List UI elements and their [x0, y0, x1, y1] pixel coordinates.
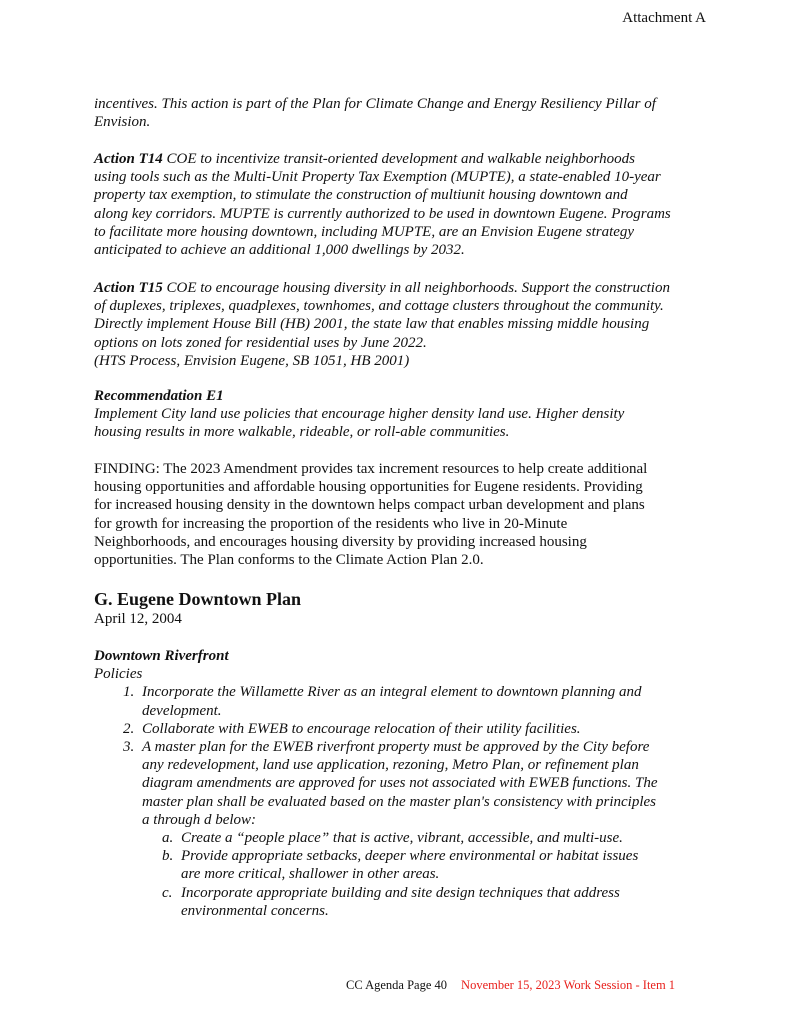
text-line: Incorporate appropriate building and site design techniques that address [181, 884, 620, 901]
page-footer [346, 978, 675, 993]
text-line: master plan shall be evaluated based on the master plan's consistency with principles [142, 793, 656, 810]
text-line: options on lots zoned for residential uses by June 2022. [94, 334, 427, 351]
action-t14 [94, 150, 671, 259]
text-line: anticipated to achieve an additional 1,000 dwellings by 2032. [94, 242, 465, 259]
text-line: housing opportunities and affordable housing opportunities for Eugene residents. Providing [94, 479, 643, 496]
text-line: property tax exemption, to stimulate the construction of multiunit housing downtown and [94, 187, 628, 204]
text-line: to facilitate more housing downtown, including MUPTE, are an Envision Eugene strategy [94, 223, 635, 240]
text-line: using tools such as the Multi-Unit Property Tax Exemption (MUPTE), a state-enabled 10-year [94, 169, 661, 186]
text-line: FINDING: The 2023 Amendment provides tax increment resources to help create additional [94, 461, 648, 477]
text-line: Envision. [94, 114, 151, 131]
recommendation-label: Recommendation E1 [94, 388, 224, 404]
policy-item [94, 720, 658, 738]
text-line: of duplexes, triplexes, quadplexes, townhomes, and cottage clusters throughout the community. [94, 298, 664, 315]
subsection-title: Downtown Riverfront [94, 648, 229, 664]
action-t15 [94, 279, 670, 370]
principle-item [94, 847, 658, 883]
text-line: (HTS Process, Envision Eugene, SB 1051, HB 2001) [94, 352, 410, 369]
text-line: Neighborhoods, and encourages housing diversity by providing increased housing [94, 533, 587, 550]
section-heading: G. Eugene Downtown Plan [94, 589, 302, 609]
text-line: along key corridors. MUPTE is currently authorized to be used in downtown Eugene. Programs [94, 205, 671, 222]
text-line: Create a “people place” that is active, vibrant, accessible, and multi-use. [181, 830, 623, 847]
policy-item [94, 683, 658, 719]
text-line: are more critical, shallower in other areas. [181, 866, 440, 883]
text-line: opportunities. The Plan conforms to the Climate Action Plan 2.0. [94, 552, 484, 569]
list-letter: c. [162, 884, 173, 901]
text-line: development. [142, 702, 222, 719]
text-line: a through d below: [142, 811, 257, 828]
finding-paragraph [94, 460, 647, 569]
attachment-label: Attachment A [622, 10, 706, 26]
text-line: COE to encourage housing diversity in all neighborhoods. Support the construction [166, 280, 670, 296]
principle-item [94, 829, 658, 847]
list-letter: a. [162, 830, 174, 847]
action-label: Action T15 [94, 280, 163, 296]
text-line: environmental concerns. [181, 902, 329, 919]
text-line: Collaborate with EWEB to encourage relocation of their utility facilities. [142, 720, 581, 737]
list-number: 2. [123, 720, 135, 737]
work-session-label: November 15, 2023 Work Session - Item 1 [461, 978, 676, 992]
text-line: A master plan for the EWEB riverfront property must be approved by the City before [142, 739, 650, 756]
list-number: 3. [123, 739, 135, 756]
text-line: any redevelopment, land use application, rezoning, Metro Plan, or refinement plan [142, 757, 639, 774]
text-line: Provide appropriate setbacks, deeper where environmental or habitat issues [181, 848, 639, 865]
subsection-subtitle: Policies [94, 666, 143, 683]
intro-paragraph [94, 95, 656, 131]
text-line: Directly implement House Bill (HB) 2001, the state law that enables missing middle housing [94, 316, 650, 333]
text-line: Implement City land use policies that encourage higher density land use. Higher density [94, 406, 625, 423]
text-line: housing results in more walkable, rideable, or roll-able communities. [94, 424, 510, 441]
agenda-page-number: CC Agenda Page 40 [346, 978, 448, 992]
text-line: incentives. This action is part of the Plan for Climate Change and Energy Resiliency Pillar of [94, 96, 656, 112]
text-line: diagram amendments are approved for uses not associated with EWEB functions. The [142, 775, 658, 792]
text-line: for increased housing density in the downtown helps compact urban development and plans [94, 497, 645, 514]
list-letter: b. [162, 848, 174, 865]
policy-item [94, 738, 658, 829]
action-label: Action T14 [94, 151, 163, 167]
text-line: Incorporate the Willamette River as an integral element to downtown planning and [142, 684, 642, 701]
list-number: 1. [123, 684, 135, 701]
riverfront-section [94, 647, 658, 920]
recommendation-e1 [94, 387, 624, 442]
text-line: COE to incentivize transit-oriented development and walkable neighborhoods [166, 151, 635, 167]
principle-item [94, 884, 658, 920]
plan-date: April 12, 2004 [94, 611, 182, 627]
text-line: for growth for increasing the proportion of the residents who live in 20-Minute [94, 515, 568, 532]
